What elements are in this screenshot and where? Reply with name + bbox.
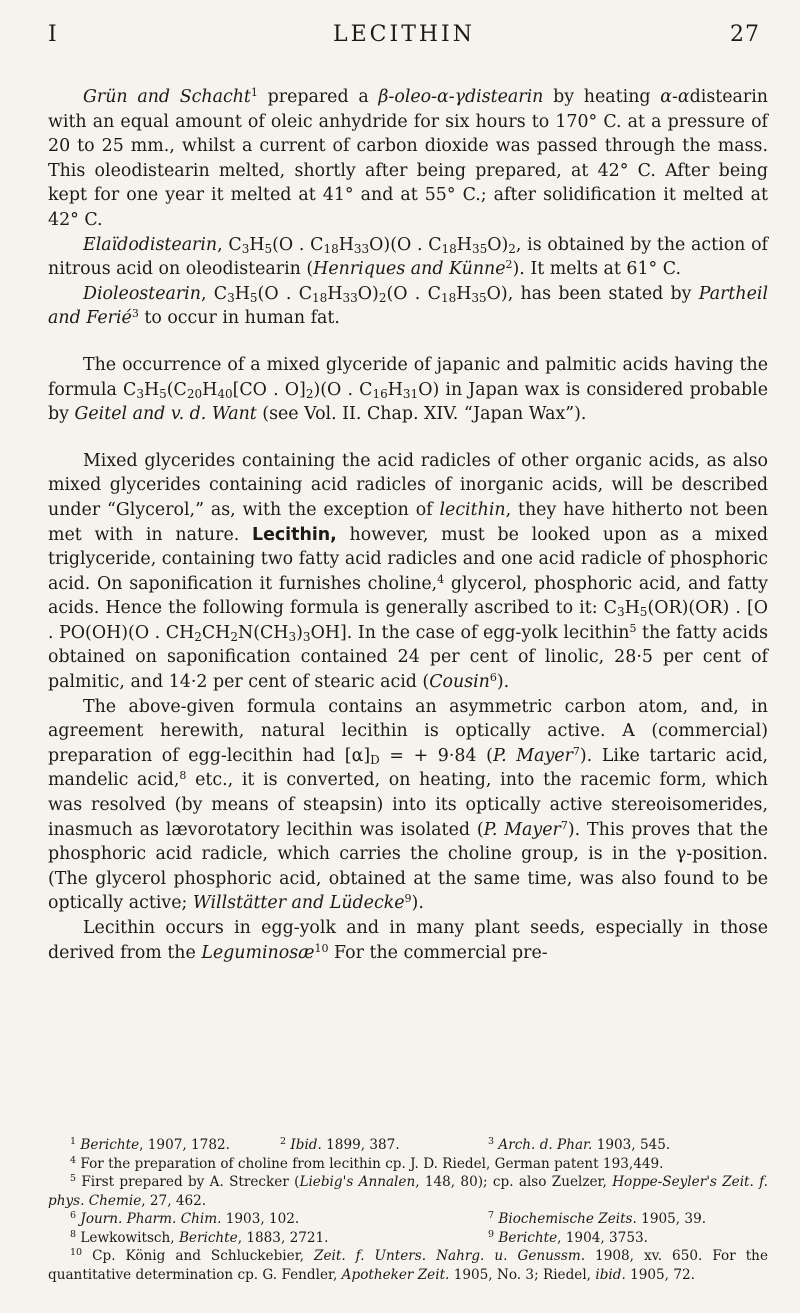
footnote-source: Apotheker Zeit. <box>341 1266 450 1283</box>
footnote-text: Cp. König and Schluckebier, <box>92 1248 315 1264</box>
footnote-source: Liebig's Annalen <box>299 1174 416 1190</box>
chemical-formula: $C_3H_5(O$ . $C_{18}H_{33}O)_2(O$ . $C_{18}H_{35}O$) <box>213 283 508 305</box>
footnote-10 <box>48 1247 768 1284</box>
footnote-4 <box>48 1155 768 1174</box>
compound-name: Elaïdodistearin <box>83 234 218 255</box>
footnote-number: 8 <box>70 1228 77 1240</box>
text-run: ). <box>496 672 510 693</box>
greek-letter: α <box>677 87 690 107</box>
footnote-number: 5 <box>70 1173 77 1184</box>
text-run: Lecithin occurs in egg-yolk and in many plant seeds, especially in those derived from the <box>48 918 768 963</box>
footnote-text: Lewkowitsch, <box>80 1229 179 1246</box>
chemical-formula: $C_3H_5(O$ . $C_{18}H_{33}O)(O$ . $C_{18}H_{35}O)_2$ <box>228 234 516 256</box>
footnote-ref: 4 <box>437 572 445 586</box>
footnote-ref: 7 <box>560 818 568 832</box>
text-run: prepared a <box>257 87 379 107</box>
author-citation: Schacht <box>179 87 251 107</box>
author-citation: P. Mayer <box>483 819 561 840</box>
footnote-1 <box>70 1136 230 1155</box>
paragraph-occurrence <box>48 916 768 965</box>
text-run: etc., it is converted, on heating, into the racemic form, which was resolved (by means of steapsin) into its optically active stereoisomerides, inasmuch as lævorotatory lecithin was isolated ( <box>48 770 768 840</box>
footnote-source: Zeit. f. Unters. Nahrg. u. Genussm. <box>314 1248 586 1264</box>
footnote-9 <box>488 1229 648 1248</box>
footnote-source: Berichte <box>178 1229 238 1246</box>
running-header <box>48 22 760 52</box>
paragraph-lecithin <box>48 449 768 695</box>
author-citation: Cousin <box>429 672 490 693</box>
chemical-formula: $C_3H_5(OR)(OR)$ . [O . PO(OH)(O . $CH_2CH_2N(CH_3)_3OH$]. <box>48 598 768 644</box>
paragraph-oleodistearin <box>48 85 768 233</box>
footnote-ref: 3 <box>131 307 139 321</box>
footnote-ref: 2 <box>505 258 513 272</box>
footnote-number: 4 <box>70 1154 77 1166</box>
text-run: distearin with an equal amount of oleic anhydride for six hours to 170° C. at a pressure of 20 to 25 mm., whilst a current of carbon dioxide was passed through the mass. This oleodistearin melted, shortly after being prepared, at 42° C. After being kept for one year it melted at 41° and at 55° C.; after solidification it melted at 42° C. <box>48 87 768 230</box>
paragraph-dioleostearin: Dioleostearin, $C_3H_5(O$ . $C_{18}H_{33}O)_2(O$ . $C_{18}H_{35}O$), has been stated by Partheil and Ferié$^3$ to occur in human fat. <box>48 283 769 329</box>
footnote-text: , 27, 462. <box>141 1192 207 1209</box>
text-run: (see Vol. II. Chap. XIV. “Japan Wax”). <box>256 404 587 425</box>
footnote-number: 9 <box>488 1228 495 1240</box>
footnote-number: 2 <box>280 1136 287 1147</box>
text-run: by heating <box>543 87 661 107</box>
footnote-2 <box>280 1136 400 1155</box>
paragraph-japan-wax: The occurrence of a mixed glyceride of japanic and palmitic acids having the formula $C_3H_5(C_{20}H_{40}[CO$ . $O]_2)(O$ . $C_{16}H_{31}O$) in Japan wax is considered probable by Geitel and v. d. Want (see Vol. II. Chap. XIV. “Japan Wax”). <box>48 354 768 425</box>
author-citation: Grün <box>83 87 128 107</box>
footnote-text: 1908, xv. 650. For the quantitative determination cp. G. Fendler, <box>48 1248 768 1283</box>
text-run: glycerol, phosphoric acid, and fatty acids. Hence the following formula is generally ascribed to it: <box>48 573 768 619</box>
footnote-text: 1903, 545. <box>592 1137 671 1153</box>
footnote-number: 6 <box>70 1210 77 1221</box>
footnote-source: Journ. Pharm. Chim. <box>80 1211 222 1227</box>
footnote-text: For the preparation of choline from lecithin cp. J. D. Riedel, German patent 193,449. <box>80 1155 664 1172</box>
author-citation: Partheil and Ferié <box>48 283 769 329</box>
plant-family: Leguminosæ <box>201 942 315 963</box>
footnote-source: Arch. d. Phar. <box>498 1137 593 1153</box>
text-run: , is obtained by the action of nitrous acid on oleodistearin ( <box>48 234 768 280</box>
body-text <box>48 85 768 965</box>
text-run: For the commercial pre- <box>328 942 548 963</box>
greek-letter: α <box>660 87 672 107</box>
author-citation: Henriques and Künne <box>313 259 506 280</box>
footnote-text: 1899, 387. <box>321 1137 400 1153</box>
footnote-5 <box>48 1173 768 1210</box>
text-run: however, must be looked upon as a mixed triglyceride, containing two fatty acid radicles and one acid radicle of phosphoric acid. On saponification it furnishes choline, <box>48 524 769 594</box>
footnote-ref: 6 <box>489 671 497 685</box>
text-run: ). Like tartaric acid, mandelic acid, <box>48 745 769 791</box>
footnote-7 <box>488 1210 706 1229</box>
footnote-ref: 7 <box>572 744 580 758</box>
author-citation: Geitel and v. d. Want <box>74 404 257 425</box>
footnote-number: 1 <box>70 1136 77 1147</box>
footnote-source: Berichte <box>80 1137 140 1153</box>
footnote-ref: 1 <box>250 86 258 99</box>
footnote-8 <box>70 1229 329 1248</box>
footnote-row <box>48 1229 768 1248</box>
footnote-ref: 5 <box>629 621 637 635</box>
footnote-text: 1903, 102. <box>221 1211 300 1227</box>
footnote-text: , 1883, 2721. <box>237 1229 329 1246</box>
text-run: ). This proves that the phosphoric acid radicle, which carries the choline group, is in the γ-position. (The glycerol phosphoric acid, obtained at the same time, was also found to be optically active; <box>48 819 768 914</box>
footnote-6 <box>70 1210 299 1229</box>
footnote-ref: 8 <box>179 769 187 783</box>
text-run: , they have hitherto not been met with in nature. <box>48 499 768 545</box>
compound-name: Dioleostearin <box>83 283 201 304</box>
footnote-source: Biochemische Zeits. <box>498 1211 637 1227</box>
footnote-3 <box>488 1136 670 1155</box>
term-lecithin: lecithin <box>439 499 506 520</box>
author-citation: Willstätter and Lüdecke <box>192 893 405 914</box>
footnote-source: Ibid. <box>290 1137 322 1153</box>
footnote-text: , 148, 80); cp. also Zuelzer, <box>415 1174 613 1190</box>
compound-name: β-oleo-α-γdistearin <box>378 87 544 107</box>
footnote-number: 3 <box>488 1136 495 1147</box>
text-run: ). It melts at 61° C. <box>512 259 681 280</box>
footnote-source: Hoppe-Seyler's Zeit. f. phys. Chemie <box>48 1174 769 1209</box>
footnote-ref: 9 <box>404 892 412 906</box>
text-run: , has been stated by <box>507 283 699 304</box>
chapter-numeral: I <box>48 22 58 47</box>
footnote-row <box>48 1136 768 1155</box>
text-run: to occur in human fat. <box>138 308 340 329</box>
author-citation: P. Mayer <box>492 745 573 766</box>
footnote-text: , 1907, 1782. <box>139 1137 230 1153</box>
text-run: the fatty acids obtained on saponification contained 24 per cent of linolic, 28·5 per cent of palmitic, and 14·2 per cent of stearic acid ( <box>48 622 768 693</box>
footnote-source: ibid. <box>595 1266 626 1283</box>
footnote-text: , 1904, 3753. <box>557 1229 648 1246</box>
term-lecithin-heading: Lecithin, <box>252 524 337 545</box>
footnote-text: 1905, 39. <box>636 1211 707 1227</box>
text-run: Mixed glycerides containing the acid radicles of other organic acids, as also mixed glycerides containing acid radicles of inorganic acids, will be described under “Glycerol,” as, with the exception of <box>48 450 768 520</box>
text-run: ). <box>411 893 424 914</box>
paragraph-optical-activity: The above-given formula contains an asymmetric carbon atom, and, in agreement herewith, natural lecithin is optically active. A (commercial) preparation of egg-lecithin had $[\alpha]_D$ = + 9·84 (P. Mayer$^7$). Like tartaric acid, mandelic acid,$^8$ etc., it is converted, on heating, into the racemic form, which was resolved (by means of steapsin) into its optically active stereoisomerides, inasmuch as lævorotatory lecithin was isolated (P. Mayer$^7$). This proves that the phosphoric acid radicle, which carries the choline group, is in the γ-position. (The glycerol phosphoric acid, obtained at the same time, was also found to be optically active; Willstätter and Lüdecke$^9$). <box>48 696 769 914</box>
running-title: LECITHIN <box>333 22 475 47</box>
footnote-number: 10 <box>70 1247 83 1258</box>
paragraph-elaidodistearin: Elaïdodistearin, $C_3H_5(O$ . $C_{18}H_{33}O)(O$ . $C_{18}H_{35}O)_2$, is obtained by the action of nitrous acid on oleodistearin (Henriques and Künne$^2$). It melts at 61° C. <box>48 234 768 280</box>
text-run: In the case of egg-yolk lecithin <box>352 622 630 643</box>
footnote-number: 7 <box>488 1210 495 1221</box>
footnote-ref: 10 <box>314 941 329 955</box>
footnotes <box>48 1136 768 1284</box>
footnote-source: Berichte <box>498 1229 558 1246</box>
footnote-text: 1905, 72. <box>625 1266 695 1283</box>
text-run: - <box>672 87 678 107</box>
citation-connector: and <box>127 87 180 107</box>
footnote-text: 1905, No. 3; Riedel, <box>449 1266 596 1283</box>
footnote-text: First prepared by A. Strecker ( <box>81 1174 300 1190</box>
page-number: 27 <box>730 22 760 47</box>
footnote-row <box>48 1210 768 1229</box>
